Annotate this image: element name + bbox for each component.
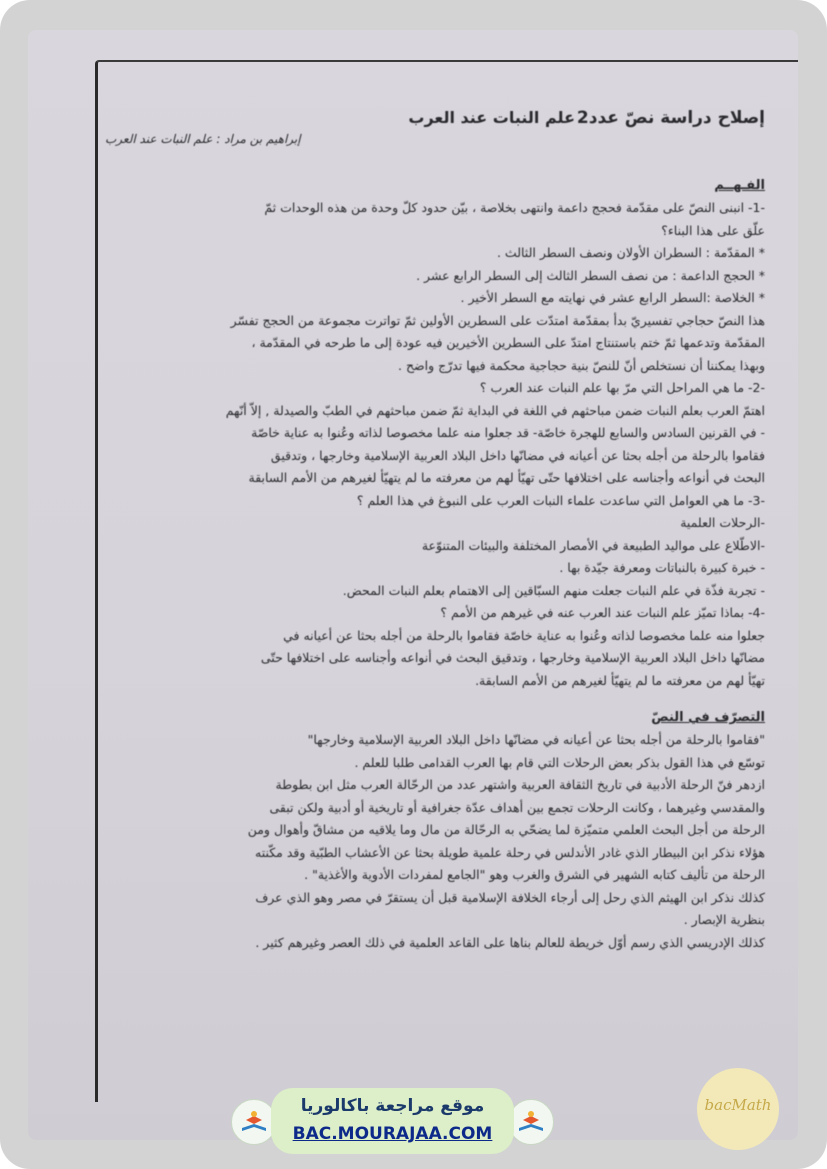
site-badge[interactable] — [271, 1088, 514, 1154]
text-line: هؤلاء نذكر ابن البيطار الذي غادر الأندلس في رحلة علمية طويلة بحثا عن الأعشاب الطبّية وقد مكّنته — [255, 844, 765, 860]
text-line: * الحجج الداعمة : من نصف السطر الثالث إلى السطر الرابع عشر . — [416, 267, 765, 283]
text-line: "فقاموا بالرحلة من أجله بحثا عن أعيانه في مضانّها داخل البلاد العربية الإسلامية وخارجها" — [307, 732, 765, 747]
text-line: * الخلاصة :السطر الرابع عشر في نهايته مع السطر الأخير . — [460, 290, 765, 305]
document-content — [105, 100, 765, 1040]
text-line: فقاموا بالرحلة من أجله بحثا عن أعيانه في مضانّها داخل البلاد العربية الإسلامية وخارجها ، وتدقيق — [270, 447, 765, 463]
text-line: البحث في أنواعه وأجناسه على اختلافها حتّى تهيّأ لهم من معرفته ما لم يتهيّأ لغيرهم من الأمم السابقة — [248, 470, 765, 485]
sub-title: علم النبات عند العرب — [408, 108, 575, 127]
section-heading-text-handling: التصرّف في النصّ — [651, 710, 765, 725]
text-line: مضانّها داخل البلاد العربية الإسلامية وخارجها ، وتدقيق البحث في أنواعه وأجناسه على اختلافها حتّى — [260, 650, 765, 665]
text-line: -3- ما هي العوامل التي ساعدت علماء النبات العرب على النبوغ في هذا العلم ؟ — [356, 492, 765, 508]
text-line: -4- بماذا تميّز علم النبات عند العرب عنه في غيرهم من الأمم ؟ — [440, 605, 765, 620]
text-line: -1- انبنى النصّ على مقدّمة فحجج داعمة وانتهى بخلاصة ، بيّن حدود كلّ وحدة من هذه الوحدات ثمّ — [264, 200, 765, 215]
main-title: إصلاح دراسة نصّ عدد2 — [576, 108, 765, 128]
site-name: موقع مراجعة باكالوريا — [300, 1096, 485, 1116]
watermark-text: bacMath — [704, 1096, 772, 1114]
title-row — [105, 100, 765, 160]
book-icon — [238, 1106, 270, 1138]
text-handling-section — [105, 729, 765, 954]
watermark-badge — [697, 1068, 779, 1150]
text-line: ازدهر فنّ الرحلة الأدبية في تاريخ الثقافة العربية واشتهر عدد من الرحّالة العرب مثل ابن بطوطة — [275, 777, 765, 792]
text-line: تهيّأ لهم من معرفته ما لم يتهيّأ لغيرهم من الأمم السابقة. — [475, 672, 765, 688]
text-line: -2- ما هي المراحل التي مرّ بها علم النبات عند العرب ؟ — [479, 380, 765, 395]
site-logo-right — [508, 1099, 554, 1145]
text-line: توسّع في هذا القول بذكر بعض الرحلات التي قام بها العرب القدامى طلبا للعلم . — [354, 754, 765, 770]
text-line: وبهذا يمكننا أن نستخلص أنّ للنصّ بنية حجاجية محكمة فيها تدرّج واضح . — [398, 357, 765, 373]
text-line: - تجربة فذّة في علم النبات جعلت منهم السبّاقين إلى الاهتمام بعلم النبات المحض. — [342, 582, 765, 598]
byline: إبراهيم بن مراد : علم النبات عند العرب — [105, 132, 301, 146]
section-heading-comprehension: الفـهــم — [714, 178, 765, 193]
text-line: * المقدّمة : السطران الأولان ونصف السطر الثالث . — [496, 245, 765, 260]
text-line: جعلوا منه علما مخصوصا لذاته وعُنوا به عناية خاصّة فقاموا بالرحلة من أجله بحثا عن أعيانه في — [283, 627, 765, 643]
comprehension-section — [105, 197, 765, 692]
text-line: علّق على هذا البناء؟ — [661, 222, 765, 238]
text-line: المقدّمة وتدعمها ثمّ ختم باستنتاج امتدّ على السطرين الأخيرين فيه عودة إلى ما طرحه في المقدّمة ، — [251, 335, 765, 350]
text-line: كذلك الإدريسي الذي رسم أوّل خريطة للعالم بناها على القاعد العلمية في ذلك العصر وغيرهم كثير . — [255, 934, 765, 950]
text-line: اهتمّ العرب بعلم النبات ضمن مباحثهم في اللغة في البداية ثمّ ضمن مباحثهم في الطبّ والصيدلة , إلاّ أنّهم — [225, 402, 765, 418]
text-line: -الاطّلاع على مواليد الطبيعة في الأمصار المختلفة والبيئات المتنوّعة — [421, 537, 765, 553]
text-line: -الرحلات العلمية — [680, 515, 765, 530]
text-line: هذا النصّ حجاجي تفسيريّ بدأ بمقدّمة امتدّت على السطرين الأولين ثمّ تواترت مجموعة من الحجج تفسّر — [230, 312, 765, 328]
site-url-link[interactable]: BAC.MOURAJAA.COM — [292, 1124, 493, 1144]
text-line: - في القرنين السادس والسابع للهجرة خاصّة- قد جعلوا منه علما مخصوصا لذاته وعُنوا به عناية خاصّة — [251, 425, 765, 440]
text-line: كذلك نذكر ابن الهيثم الذي رحل إلى أرجاء الخلافة الإسلامية قبل أن يستقرّ في مصر وهو الذي عرف — [255, 889, 765, 905]
text-line: والمقدسي وغيرهما ، وكانت الرحلات تجمع بين أهداف عدّة جغرافية أو تاريخية أو أدبية ولكن تبقى — [269, 799, 765, 815]
text-line: الرحلة من أجل البحث العلمي متميّزة لما يضحّي به الرحّالة من مال وما يلاقيه من مشاقّ وأهوال ومن — [247, 822, 765, 837]
book-icon — [515, 1106, 547, 1138]
text-line: - خبرة كبيرة بالنباتات ومعرفة جيّدة بها . — [559, 560, 765, 575]
text-line: بنظرية الإبصار . — [683, 912, 765, 927]
text-line: الرحلة من تأليف كتابه الشهير في الشرق والغرب وهو "الجامع لمفردات الأدوية والأغذية" . — [304, 867, 765, 882]
